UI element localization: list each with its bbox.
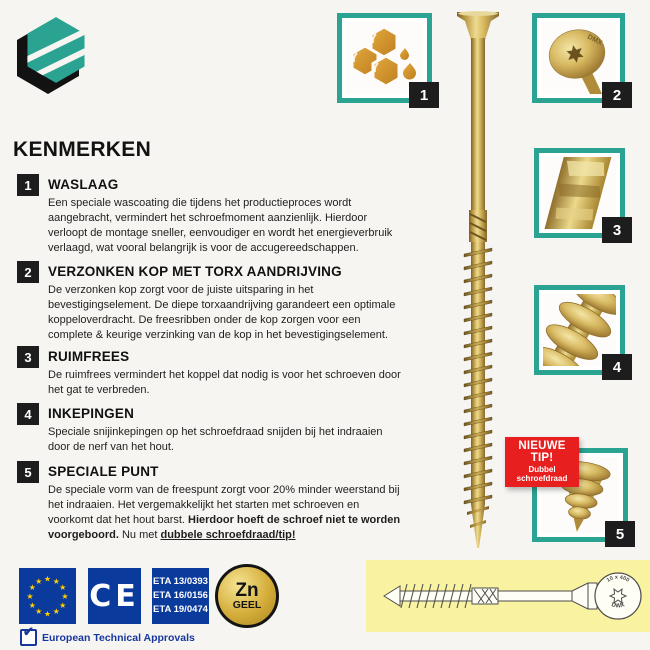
screw-technical-drawing	[366, 560, 650, 632]
zinc-color-label: GEEL	[232, 598, 262, 611]
feature-verzonken-kop	[17, 261, 409, 343]
description-text: De speciale vorm van de freespunt zorgt voor 20% minder weerstand bij het indraaien. Het vergemakkelijkt het starten met schroeven en voorkomt dat het hout barst.	[48, 484, 400, 526]
eta-line: ETA 16/0156	[153, 590, 208, 602]
ce-mark	[88, 568, 141, 624]
feature-waslaag	[17, 174, 409, 256]
hexagon-brand-logo	[12, 12, 94, 98]
screw-spec-panel	[366, 560, 650, 632]
eta-line: ETA 19/0474	[153, 603, 208, 615]
description-text: Nu met	[118, 528, 161, 541]
head-engraving-label: DMX	[586, 33, 604, 48]
feature-number-badge: 2	[17, 261, 39, 283]
callout-box-waslaag	[337, 13, 432, 103]
drive-type-label: DWX	[610, 602, 626, 610]
checkmark-icon: ✔	[20, 629, 37, 646]
svg-text:★: ★	[59, 583, 67, 593]
feature-title: INKEPINGEN	[48, 406, 135, 421]
eu-flag	[19, 568, 76, 624]
feature-number-badge: 5	[17, 461, 39, 483]
feature-description: De verzonken kop zorgt voor de juiste uitsparing in het bevestigingselement. De diepe torxaandrijving garandeert een optimale koppeloverdracht. De freesribben onder de kop zorgen voor een complete & keurige verzinking van de kop in het bevestigingselement.	[48, 284, 396, 341]
new-tip-title: NIEUWE TIP!	[518, 440, 566, 464]
callout-number-badge: 5	[605, 521, 635, 547]
ce-label: CE	[89, 578, 140, 614]
zinc-symbol: Zn	[235, 579, 259, 601]
feature-number-badge: 3	[17, 346, 39, 368]
screw-size-label: 10 x 400	[605, 574, 631, 584]
svg-text:★: ★	[28, 600, 36, 610]
svg-text:★: ★	[35, 607, 43, 617]
feature-description: Een speciale wascoating die tijdens het productieproces wordt aangebracht, vermindert het schroefmoment aanzienlijk. Hierdoor verloopt de montage sneller, eenvoudiger en wordt het energieverbruik verlaagd, wat vooral belangrijk is voor de accugereedschappen.	[48, 197, 393, 254]
feature-speciale-punt	[17, 461, 409, 543]
feature-description	[48, 483, 404, 543]
svg-text:★: ★	[52, 576, 60, 586]
callout-box-ruimfrees	[534, 148, 625, 238]
feature-inkepingen	[17, 403, 409, 455]
svg-text:★: ★	[43, 609, 52, 619]
svg-text:★: ★	[43, 574, 52, 584]
feature-description: Speciale snijinkepingen op het schroefdraad snijden bij het indraaien door de nerf van het hout.	[48, 426, 383, 453]
feature-title: SPECIALE PUNT	[48, 464, 159, 479]
svg-text:★: ★	[26, 592, 34, 601]
svg-text:★: ★	[28, 583, 36, 593]
feature-title: VERZONKEN KOP MET TORX AANDRIJVING	[48, 264, 342, 279]
callout-box-torx-kop	[532, 13, 625, 103]
svg-text:★: ★	[59, 600, 67, 610]
callout-number-badge: 2	[602, 82, 632, 108]
page-title: KENMERKEN	[13, 138, 152, 161]
svg-text:★: ★	[52, 607, 60, 617]
new-tip-badge	[505, 437, 579, 487]
eu-stars-icon	[19, 568, 76, 624]
callout-number-badge: 3	[602, 217, 632, 243]
feature-number-badge: 1	[17, 174, 39, 196]
svg-text:★: ★	[61, 592, 69, 601]
callout-number-badge: 1	[409, 82, 439, 108]
feature-number-badge: 4	[17, 403, 39, 425]
feature-ruimfrees	[17, 346, 409, 398]
eta-approvals-row	[20, 624, 195, 646]
feature-title: WASLAAG	[48, 177, 119, 192]
approvals-label: European Technical Approvals	[42, 631, 195, 644]
feature-title: RUIMFREES	[48, 349, 130, 364]
callout-box-inkepingen	[534, 285, 625, 375]
eta-line: ETA 13/0393	[153, 576, 208, 588]
description-bold-text: Hierdoor hoeft de schroef niet te worden voorgeboord.	[48, 513, 401, 541]
eta-certificates	[152, 568, 209, 624]
feature-description: De ruimfrees vermindert het koppel dat nodig is voor het schroeven door het gat te verbreden.	[48, 369, 401, 396]
zinc-coating-badge	[215, 564, 279, 628]
svg-text:★: ★	[35, 576, 43, 586]
description-underlined-text: dubbele schroefdraad/tip!	[160, 528, 296, 541]
callout-number-badge: 4	[602, 354, 632, 380]
new-tip-subtitle: Dubbel schroefdraad	[516, 465, 568, 483]
